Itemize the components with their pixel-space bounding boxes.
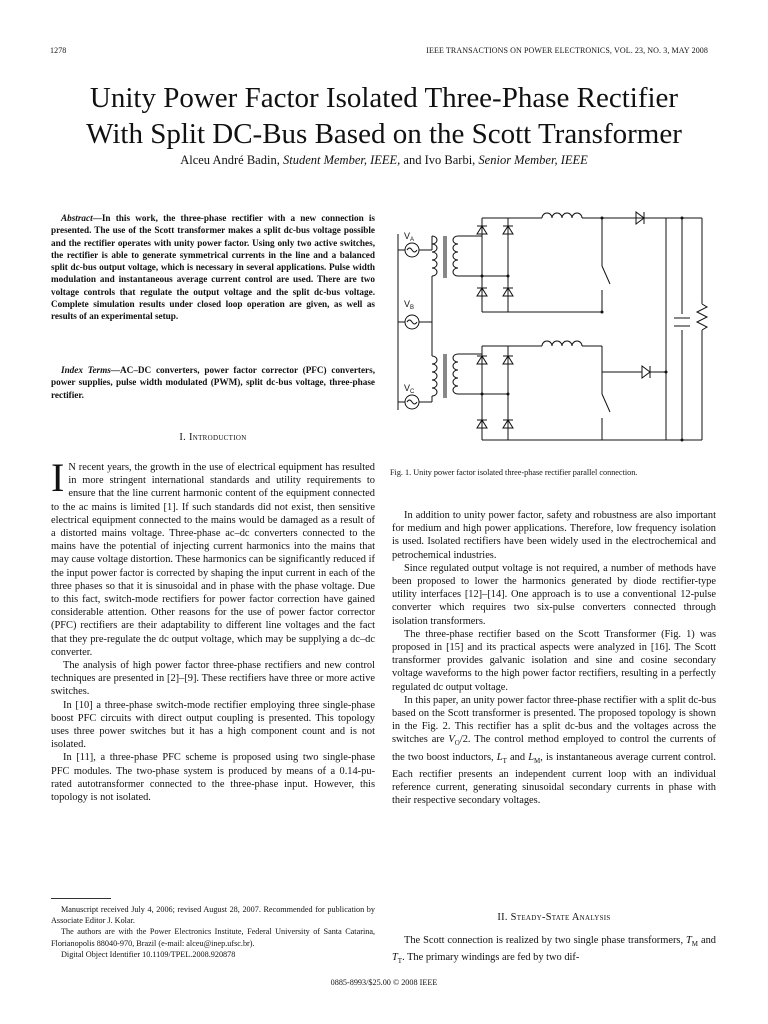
label-va: $V_A$ xyxy=(404,231,415,243)
title-line-2: With Split DC-Bus Based on the Scott Transformer xyxy=(86,118,682,150)
abstract-text: In this work, the three-phase rectifier with a new connection is presented. The use of the Scott transformer makes a split dc-bus voltage possible and the rectifier operates with unity power factor. Using only two active switches, the rectifier is able to generate symmetrical currents in the line and a balanced split dc-bus output voltage, which is necessary in several applications. Pulse width modulation and instantaneous average current control are used. There are two voltage controls that regulate the output voltage and the split dc-bus voltage. Complete simulation results under closed loop operation are given, as well as results of an experimental setup. xyxy=(51,213,375,322)
author-1: Alceu André Badin, xyxy=(180,153,280,167)
index-terms-text: AC–DC converters, power factor corrector (PFC) converters, power supplies, pulse width modulated (PWM), split dc-bus voltage, three-phase rectifier. xyxy=(51,365,375,400)
author-and: and xyxy=(403,153,422,167)
footnote-2: The authors are with the Power Electronics Institute, Federal University of Santa Catarina, Florianopolis 88040-970, Brazil (e-mail: alceu@inep.ufsc.br). xyxy=(51,927,375,948)
label-vc: $V_C$ xyxy=(404,383,415,395)
intro-paragraph-4: In [11], a three-phase PFC scheme is proposed using two single-phase PFC modules. The two-phase system is produced by means of a 0.14-pu-rated autotransformer connected to the three-phase input. However, this topology is not isolated. xyxy=(51,752,375,804)
author-2-role: Senior Member, IEEE xyxy=(478,153,588,167)
label-vb: $V_B$ xyxy=(404,299,415,311)
author-1-role: Student Member, IEEE, xyxy=(282,153,401,167)
intro-paragraph-1: I N recent years, the growth in the use of electrical equipment has resulted in more stringent international standards and utility requirements to ensure that the line current harmonic content of the equipment connected to the ac mains is limited [1]. If such standards did not exist, then sensitive electrical equipment connected to the mains would be damaged as a result of a distorted mains voltage. Three-phase ac–dc converters connected to the mains have the potential of injecting current harmonics into the mains that may cause voltage distortion. These harmonics can be significantly reduced if the input power factor is corrected by shaping the input current in each of the three phases so that it is sinusoidal and in phase with the phase voltage. Due to this fact, switch-mode rectifiers for power factor correction have gained considerable attention. Other reasons for the use of power factor corrector (PFC) rectifiers are their adaptability to different line voltages and the fact that they pre-regulate the dc output voltage, which may be supplying a dc–dc converter. xyxy=(51,455,375,658)
footnote-3: Digital Object Identifier 10.1109/TPEL.2008.920878 xyxy=(61,949,236,959)
paper-title xyxy=(0,80,768,152)
abstract-label: Abstract— xyxy=(61,213,102,223)
page-number: 1278 xyxy=(50,46,67,55)
right-paragraph-2: Since regulated output voltage is not required, a number of methods have been proposed to lower the harmonics generated by diode rectifier-type utility interfaces [12]–[14]. One approach is to use a conventional 12-pulse converter which requires two six-pulse converters connected through isolation transformers. xyxy=(392,562,716,627)
author-line xyxy=(0,153,768,168)
intro-paragraph-2: The analysis of high power factor three-phase rectifiers and new control techniques are presented in [2]–[9]. These rectifiers have three or more active switches. xyxy=(51,660,375,698)
section-2-paragraph-1: The Scott connection is realized by two single phase transformers, $T_M$ and $T_T$. The primary windings are fed by two dif- xyxy=(392,935,716,966)
footnote-1: Manuscript received July 4, 2006; revised August 28, 2007. Recommended for publication by Associate Editor J. Kolar. xyxy=(51,905,375,926)
dropcap: I xyxy=(51,455,65,500)
right-column-body xyxy=(392,509,716,808)
section-1-title: I. Introduction xyxy=(179,432,247,443)
footnotes xyxy=(51,904,375,960)
introduction-body xyxy=(51,455,375,804)
journal-header: IEEE TRANSACTIONS ON POWER ELECTRONICS, VOL. 23, NO. 3, MAY 2008 xyxy=(426,46,708,55)
title-line-1: Unity Power Factor Isolated Three-Phase Rectifier xyxy=(89,82,679,114)
intro-paragraph-3: In [10] a three-phase switch-mode rectifier employing three single-phase boost PFC circuits with direct output coupling is presented. This topology uses three power switches but it has a high component count and is not isolated. xyxy=(51,699,375,751)
footnote-rule xyxy=(51,898,111,899)
section-2-title: II. Steady-State Analysis xyxy=(497,912,611,923)
copyright-footer: 0885-8993/$25.00 © 2008 IEEE xyxy=(330,978,438,987)
author-2: Ivo Barbi, xyxy=(424,153,476,167)
right-paragraph-4: In this paper, an unity power factor three-phase rectifier with a split dc-bus based on the Scott transformer is presented. The proposed topology is shown in the Fig. 2. This rectifier has a split dc-bus and the voltages across the switches are $V_O/2$. The control method employed to control the currents of the two boost inductors, $L_T$ and $L_M$, is instantaneous average current control. Each rectifier presents an independent current loop with an individual reference current, generating sinusoidal secondary currents in phase with their respective secondary voltages. xyxy=(392,694,716,807)
index-terms-label: Index Terms— xyxy=(61,365,121,375)
right-paragraph-3: The three-phase rectifier based on the Scott Transformer (Fig. 1) was proposed in [15] and its practical aspects were analyzed in [16]. The Scott transformer provides galvanic isolation and sine and cosine secondary voltage waveforms to the high power factor rectifiers, resulting in a perfectly regulated dc output voltage. xyxy=(392,628,716,693)
section-2-body xyxy=(392,934,716,969)
figure-1-caption: Fig. 1. Unity power factor isolated three-phase rectifier parallel connection. xyxy=(390,468,638,477)
index-terms xyxy=(51,364,375,401)
abstract xyxy=(51,212,375,323)
right-paragraph-1: In addition to unity power factor, safety and robustness are also important for medium and high power applications. Therefore, low frequency isolation is used. Isolated rectifiers have been widely used in the electrochemical and petrochemical industries. xyxy=(392,510,716,561)
figure-1-schematic xyxy=(392,206,722,462)
